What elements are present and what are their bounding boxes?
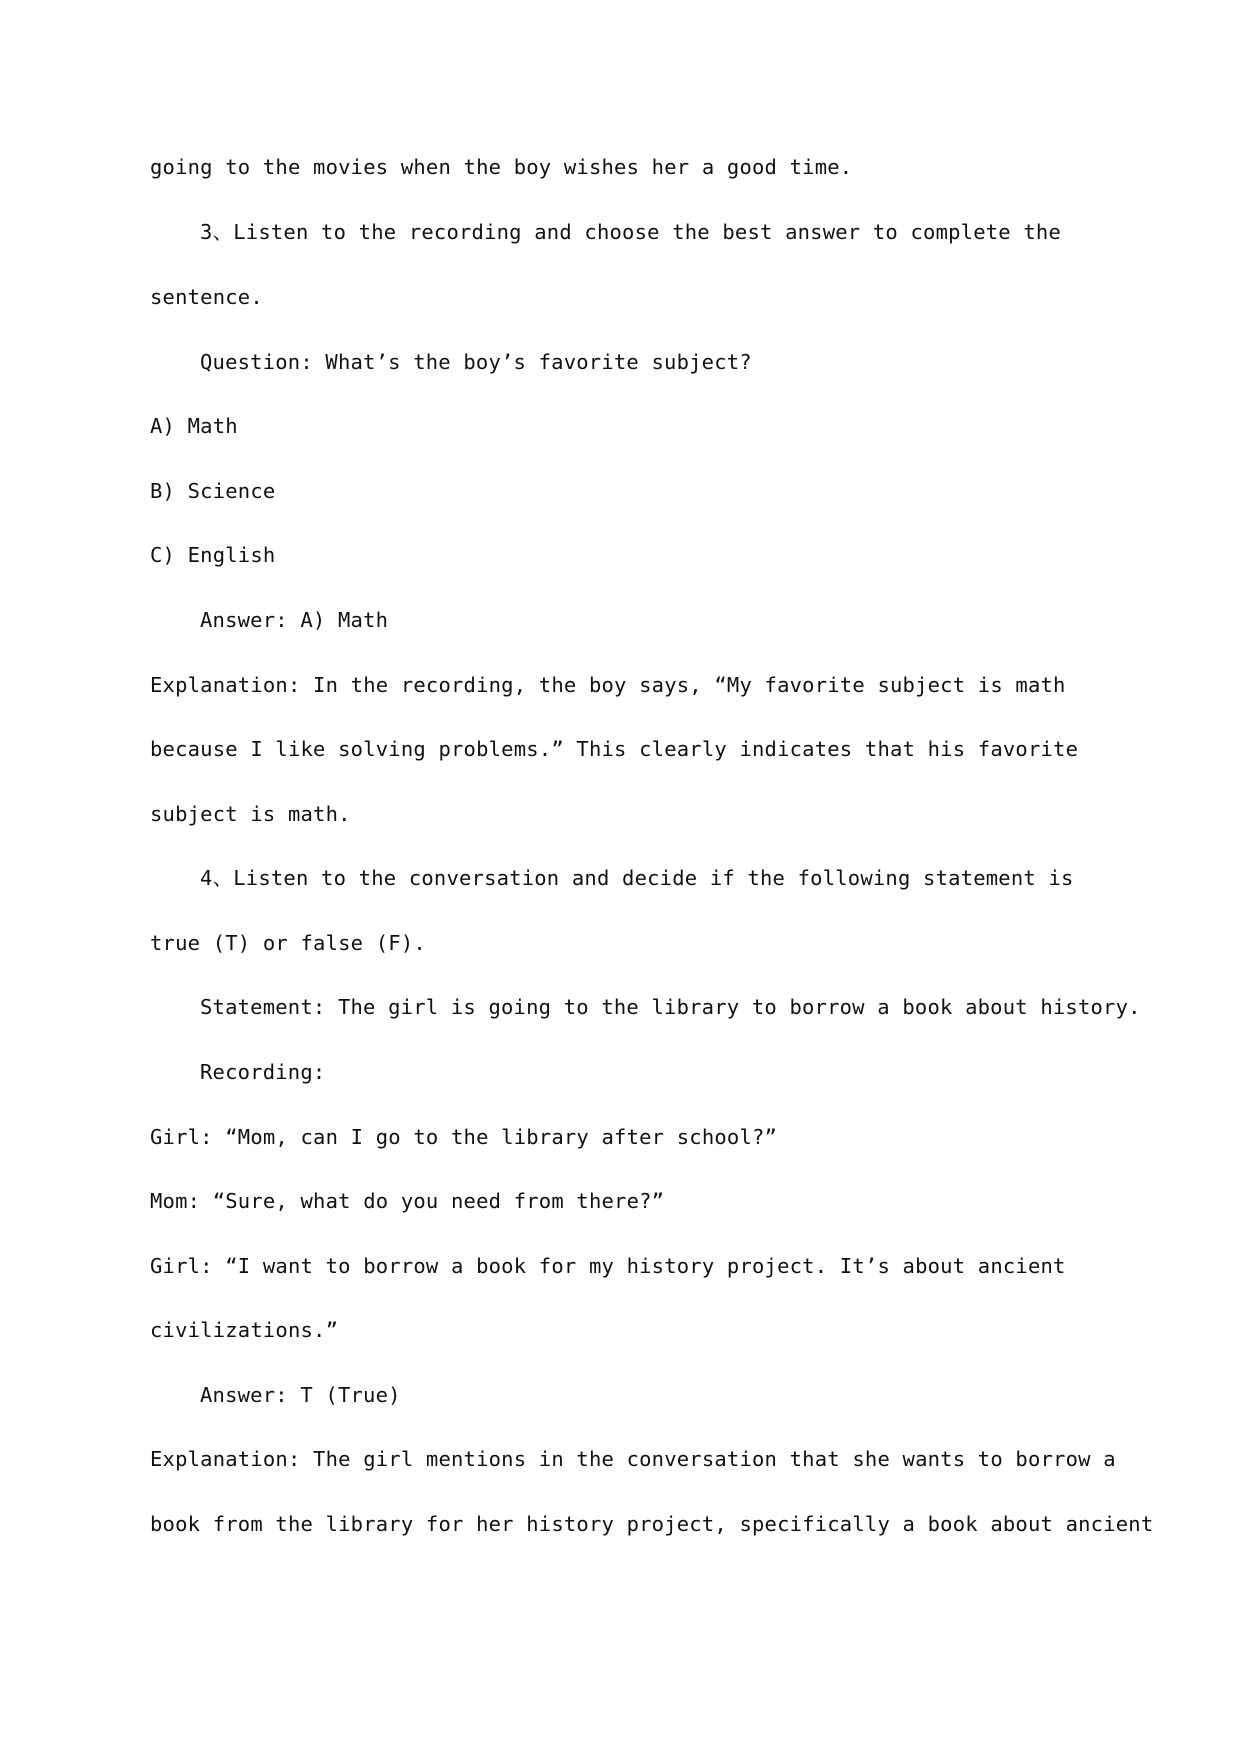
explanation-line: Explanation: In the recording, the boy says, “My favorite subject is math xyxy=(150,673,1066,697)
text-line: because I like solving problems.” This clearly indicates that his favorite xyxy=(150,737,1079,761)
question-text: Question: What’s the boy’s favorite subject? xyxy=(200,350,752,374)
option-b: B) Science xyxy=(150,479,276,503)
statement-line: Statement: The girl is going to the library to borrow a book about history. xyxy=(200,995,1141,1019)
dialogue-line: Girl: “I want to borrow a book for my history project. It’s about ancient xyxy=(150,1254,1066,1278)
text-line: going to the movies when the boy wishes her a good time. xyxy=(150,155,853,179)
recording-label: Recording: xyxy=(200,1060,326,1084)
explanation-line: Explanation: The girl mentions in the conversation that she wants to borrow a xyxy=(150,1447,1116,1471)
text-line: subject is math. xyxy=(150,802,351,826)
question-3-prompt: 3、Listen to the recording and choose the best answer to complete the xyxy=(200,220,1062,244)
text-line: civilizations.” xyxy=(150,1318,339,1342)
option-c: C) English xyxy=(150,543,276,567)
text-line: book from the library for her history project, specifically a book about ancient xyxy=(150,1512,1154,1536)
dialogue-line: Mom: “Sure, what do you need from there?” xyxy=(150,1189,665,1213)
dialogue-line: Girl: “Mom, can I go to the library after school?” xyxy=(150,1125,778,1149)
text-line: sentence. xyxy=(150,285,263,309)
answer-line: Answer: A) Math xyxy=(200,608,389,632)
option-a: A) Math xyxy=(150,414,238,438)
answer-line: Answer: T (True) xyxy=(200,1383,401,1407)
question-4-prompt: 4、Listen to the conversation and decide if the following statement is xyxy=(200,866,1074,890)
text-line: true (T) or false (F). xyxy=(150,931,426,955)
